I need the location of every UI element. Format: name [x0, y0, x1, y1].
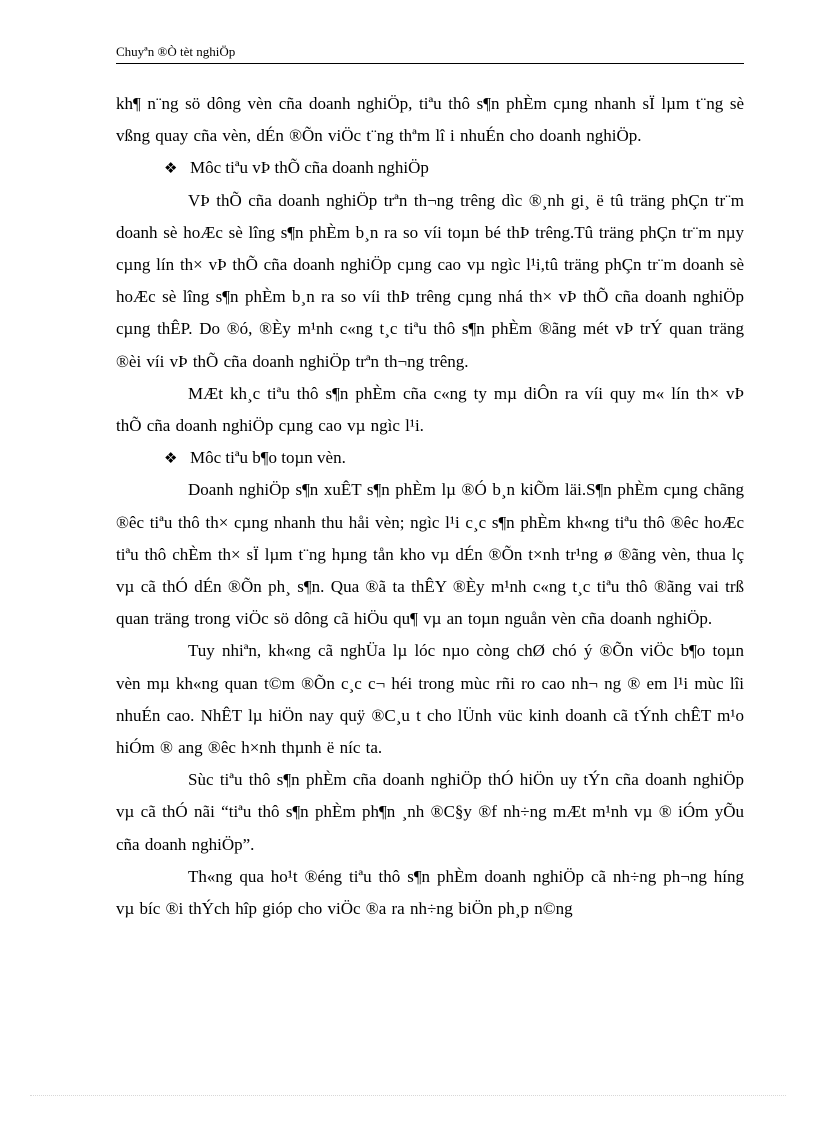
page-header: Chuyªn ®Ò tèt nghiÖp [116, 44, 236, 59]
diamond-bullet-icon: ❖ [164, 449, 178, 468]
paragraph: kh¶ n¨ng sö dông vèn cña doanh nghiÖp, tiªu thô s¶n phÈm cµng nhanh sÏ lµm t¨ng sè vßng quay cña vèn, dÉn ®Õn viÖc t¨ng thªm lî i nhuÉn cho doanh nghiÖp. [116, 94, 744, 146]
paragraph: Doanh nghiÖp s¶n xuÊT s¶n phÈm lµ ®Ó b¸n kiÕm läi.S¶n phÈm cµng chãng ®êc tiªu thô th× cµng nhanh thu håi vèn; ngìc l¹i c¸c s¶n phÈm kh«ng tiªu thô ®êc hoÆc tiªu thô chÈm th× sÏ lµm t¨ng hµng tån kho vµ dÉn ®Õn t×nh tr¹ng ø ®ãng vèn, thua lç vµ cã thÓ dÉn ®Õn ph¸ s¶n. Qua ®ã ta thÊY ®Èy m¹nh c«ng t¸c tiªu thô ®ãng vai trß quan träng trong viÖc sö dông cã hiÖu qu¶ vµ an toµn nguån vèn cña doanh nghiÖp. [116, 480, 744, 629]
header-rule [116, 63, 744, 64]
paragraph: VÞ thÕ cña doanh nghiÖp trªn th¬ng trêng dìc ®¸nh gi¸ ë tû träng phÇn tr¨m doanh sè hoÆc sè lîng s¶n phÈm b¸n ra so víi toµn bé thÞ trêng.Tû träng phÇn tr¨m nµy cµng lín th× vÞ thÕ cña doanh nghiÖp cµng cao vµ ngìc l¹i,tû träng phÇn tr¨m doanh sè hoÆc sè lîng s¶n phÈm b¸n ra so víi thÞ trêng cµng nhá th× vÞ thÕ cña doanh nghiÖp cµng thÊP. Do ®ó, ®Èy m¹nh c«ng t¸c tiªu thô s¶n phÈm ®ãng mét vÞ trÝ quan träng ®èi víi vÞ thÕ cña doanh nghiÖp trªn th¬ng trêng. [116, 190, 744, 371]
paragraph: Th«ng qua ho¹t ®éng tiªu thô s¶n phÈm doanh nghiÖp cã nh÷ng ph¬ng híng vµ bíc ®i thÝch hîp gióp cho viÖc ®a ra nh÷ng biÖn ph¸p n©ng [116, 866, 744, 919]
document-body [116, 88, 744, 925]
bullet-text: Môc tiªu vÞ thÕ cña doanh nghiÖp [190, 158, 429, 178]
bullet-text: Môc tiªu b¶o toµn vèn. [190, 448, 346, 468]
page-bottom-edge [30, 1095, 786, 1096]
paragraph: Tuy nhiªn, kh«ng cã nghÜa lµ lóc nµo còng chØ chó ý ®Õn viÖc b¶o toµn vèn mµ kh«ng quan t©m ®Õn c¸c c¬ héi trong mùc rñi ro cao nh¬ ng ® em l¹i mùc lîi nhuÉn cao. NhÊT lµ hiÖn nay quÿ ®C¸u t cho lÜnh vüc kinh doanh cã tÝnh chÊT m¹o hiÓm ® ang ®êc h×nh thµnh ë níc ta. [116, 641, 744, 758]
diamond-bullet-icon: ❖ [164, 159, 178, 178]
paragraph: MÆt kh¸c tiªu thô s¶n phÈm cña c«ng ty mµ diÔn ra víi quy m« lín th× vÞ thÕ cña doanh nghiÖp cµng cao vµ ngìc l¹i. [116, 383, 744, 436]
bullet-item [116, 152, 744, 184]
paragraph: Sùc tiªu thô s¶n phÈm cña doanh nghiÖp thÓ hiÖn uy tÝn cña doanh nghiÖp vµ cã thÓ nãi “tiªu thô s¶n phÈm ph¶n ¸nh ®C§y ®f nh÷ng mÆt m¹nh vµ ® iÓm yÕu cña doanh nghiÖp”. [116, 770, 744, 854]
bullet-item [116, 442, 744, 474]
